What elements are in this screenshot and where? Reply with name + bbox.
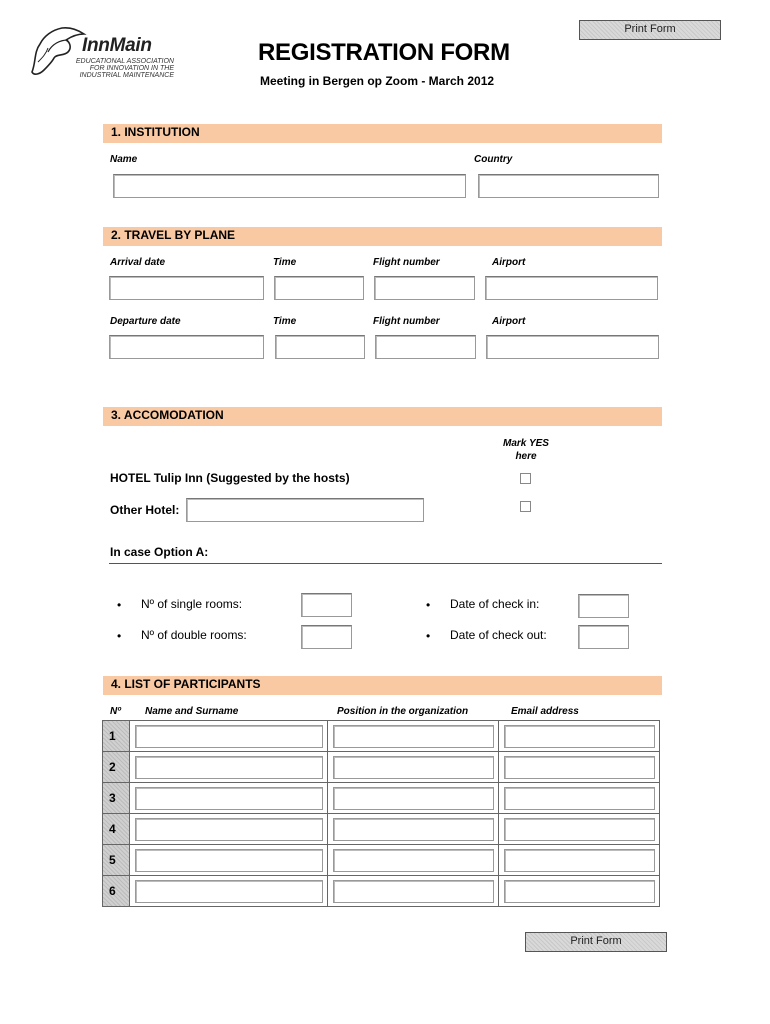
double-rooms-label: Nº of double rooms: [141,628,247,642]
bullet-icon: • [426,598,431,612]
departure-airport-label: Airport [492,316,526,327]
arrival-time-input[interactable] [274,276,364,300]
participant-row [103,752,660,783]
print-form-button-bottom[interactable]: Print Form [525,932,667,952]
check-out-label: Date of check out: [450,628,547,642]
participant-cell [328,721,499,752]
participant-position-input[interactable] [333,725,494,748]
other-hotel-label: Other Hotel: [110,503,180,517]
logo-name: InnMain [82,35,152,56]
section-accommodation-heading: 3. ACCOMODATION [103,407,662,426]
departure-flight-input[interactable] [375,335,476,359]
participant-email-input[interactable] [504,818,655,841]
bullet-icon: • [117,598,122,612]
single-rooms-input[interactable] [301,593,352,617]
participant-cell [130,845,328,876]
participant-row [103,721,660,752]
participant-cell [499,752,660,783]
participant-email-input[interactable] [504,756,655,779]
hotel-tulip-label: HOTEL Tulip Inn (Suggested by the hosts) [110,471,350,485]
participant-row [103,814,660,845]
col-email-header: Email address [511,706,579,717]
participant-cell [328,752,499,783]
departure-time-label: Time [273,316,297,327]
participant-row [103,845,660,876]
participant-number: 5 [103,845,130,876]
section-travel-heading: 2. TRAVEL BY PLANE [103,227,662,246]
participant-name-input[interactable] [135,725,323,748]
other-hotel-input[interactable] [186,498,424,522]
participant-cell [328,814,499,845]
mark-yes-label: Mark YES here [503,438,549,462]
participant-row [103,783,660,814]
institution-country-label: Country [474,154,513,165]
participant-position-input[interactable] [333,756,494,779]
arrival-flight-label: Flight number [373,257,440,268]
participant-cell [499,783,660,814]
participant-name-input[interactable] [135,880,323,903]
participant-cell [130,814,328,845]
departure-airport-input[interactable] [486,335,659,359]
participant-cell [499,814,660,845]
check-out-input[interactable] [578,625,629,649]
arrival-flight-input[interactable] [374,276,475,300]
arrival-date-input[interactable] [109,276,264,300]
arrival-date-label: Arrival date [110,257,166,268]
participant-cell [130,721,328,752]
participants-table [102,720,660,907]
departure-time-input[interactable] [275,335,365,359]
col-name-header: Name and Surname [145,706,239,717]
page-title: REGISTRATION FORM [258,39,510,66]
page-subtitle: Meeting in Bergen op Zoom - March 2012 [260,74,495,88]
check-in-input[interactable] [578,594,629,618]
participant-position-input[interactable] [333,787,494,810]
check-in-label: Date of check in: [450,597,540,611]
print-form-button-top[interactable]: Print Form [579,20,721,40]
participant-name-input[interactable] [135,756,323,779]
participant-email-input[interactable] [504,880,655,903]
participant-position-input[interactable] [333,880,494,903]
option-a-label: In case Option A: [110,545,209,559]
departure-date-label: Departure date [110,316,181,327]
participant-name-input[interactable] [135,787,323,810]
participant-name-input[interactable] [135,849,323,872]
participant-number: 1 [103,721,130,752]
participant-number: 6 [103,876,130,907]
participant-cell [499,721,660,752]
participant-cell [130,876,328,907]
bullet-icon: • [426,629,431,643]
other-hotel-checkbox[interactable] [520,501,531,512]
participant-email-input[interactable] [504,849,655,872]
hotel-tulip-checkbox[interactable] [520,473,531,484]
participant-cell [130,783,328,814]
col-no-header: Nº [110,706,121,717]
participant-number: 3 [103,783,130,814]
participant-position-input[interactable] [333,849,494,872]
departure-date-input[interactable] [109,335,264,359]
institution-name-label: Name [110,154,138,165]
arrival-airport-input[interactable] [485,276,658,300]
participant-cell [130,752,328,783]
participant-cell [499,876,660,907]
participant-cell [328,783,499,814]
col-position-header: Position in the organization [337,706,469,717]
participant-cell [499,845,660,876]
participant-email-input[interactable] [504,725,655,748]
institution-name-input[interactable] [113,174,466,198]
departure-flight-label: Flight number [373,316,440,327]
arrival-airport-label: Airport [492,257,526,268]
institution-country-input[interactable] [478,174,659,198]
section-participants-heading: 4. LIST OF PARTICIPANTS [103,676,662,695]
participant-cell [328,845,499,876]
participant-position-input[interactable] [333,818,494,841]
arrival-time-label: Time [273,257,297,268]
option-a-divider [109,563,662,564]
single-rooms-label: Nº of single rooms: [141,597,243,611]
bullet-icon: • [117,629,122,643]
section-institution-heading: 1. INSTITUTION [103,124,662,143]
logo-tagline-1: EDUCATIONAL ASSOCIATION [75,58,174,65]
double-rooms-input[interactable] [301,625,352,649]
logo-tagline-2: FOR INNOVATION IN THE [89,65,174,72]
participant-number: 4 [103,814,130,845]
logo-tagline-3: INDUSTRIAL MAINTENANCE [79,72,174,79]
participant-cell [328,876,499,907]
participant-number: 2 [103,752,130,783]
participant-email-input[interactable] [504,787,655,810]
participant-name-input[interactable] [135,818,323,841]
participant-row [103,876,660,907]
